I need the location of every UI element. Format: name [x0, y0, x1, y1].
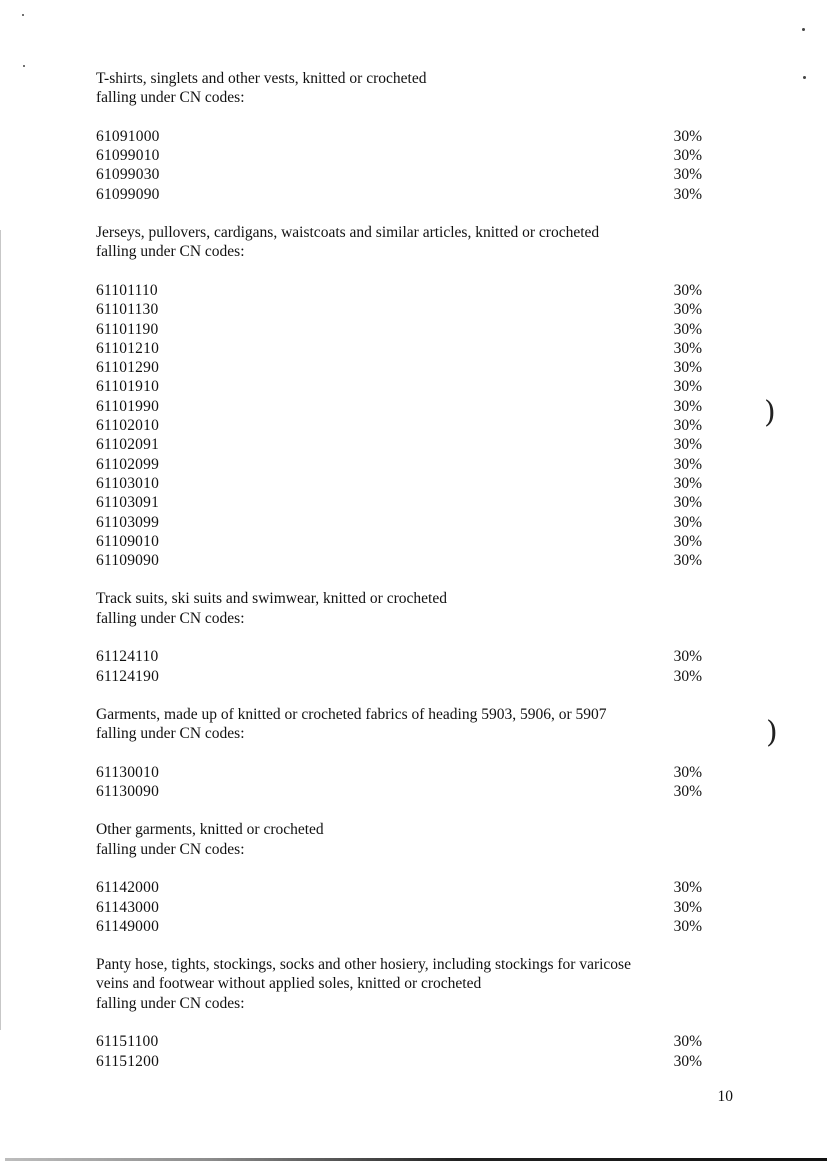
document-body	[96, 69, 702, 1071]
cn-code: 61149000	[96, 917, 160, 935]
rate-value: 30%	[673, 417, 702, 435]
cn-code-row	[96, 878, 702, 897]
cn-code: 61101990	[96, 397, 160, 415]
cn-code-list	[96, 281, 702, 570]
cn-code: 61130090	[96, 783, 160, 801]
cn-code-row	[96, 185, 702, 204]
rate-value: 30%	[673, 436, 702, 454]
rate-value: 30%	[673, 166, 702, 184]
rate-value: 30%	[673, 147, 702, 165]
rate-value: 30%	[673, 455, 702, 473]
cn-code: 61101290	[96, 359, 160, 377]
cn-code: 61101910	[96, 378, 160, 396]
cn-code-row	[96, 377, 702, 396]
cn-code-row	[96, 474, 702, 493]
section-heading-line: falling under CN codes:	[96, 609, 245, 627]
cn-code-row	[96, 1052, 702, 1071]
cn-code-row	[96, 898, 702, 917]
cn-code-row	[96, 416, 702, 435]
cn-code-row	[96, 320, 702, 339]
cn-code-list	[96, 647, 702, 686]
scan-left-edge	[0, 230, 1, 1030]
cn-code-row	[96, 397, 702, 416]
section-heading-line: falling under CN codes:	[96, 725, 245, 743]
section-heading	[96, 223, 702, 262]
page-number: 10	[717, 1088, 733, 1105]
cn-code-row	[96, 532, 702, 551]
rate-value: 30%	[673, 359, 702, 377]
cn-code: 61101190	[96, 320, 159, 338]
cn-code-row	[96, 435, 702, 454]
rate-value: 30%	[673, 474, 702, 492]
rate-value: 30%	[673, 339, 702, 357]
tariff-section	[96, 955, 702, 1071]
section-heading-line: Jerseys, pullovers, cardigans, waistcoats and similar articles, knitted or crocheted	[96, 224, 600, 242]
tariff-section	[96, 589, 702, 685]
cn-code: 61101130	[96, 301, 159, 319]
cn-code: 61103010	[96, 474, 160, 492]
section-heading-line: Track suits, ski suits and swimwear, knitted or crocheted	[96, 590, 447, 608]
cn-code: 61101110	[96, 281, 158, 299]
rate-value: 30%	[673, 879, 702, 897]
rate-value: 30%	[673, 281, 702, 299]
scan-speck	[803, 76, 806, 79]
cn-code-row	[96, 647, 702, 666]
rate-value: 30%	[673, 1033, 702, 1051]
cn-code: 61091000	[96, 127, 160, 145]
rate-value: 30%	[673, 378, 702, 396]
rate-value: 30%	[673, 648, 702, 666]
cn-code-row	[96, 513, 702, 532]
rate-value: 30%	[673, 127, 702, 145]
rate-value: 30%	[673, 763, 702, 781]
scan-speck	[802, 28, 805, 31]
rate-value: 30%	[673, 1052, 702, 1070]
rate-value: 30%	[673, 185, 702, 203]
rate-value: 30%	[673, 532, 702, 550]
footer-rule	[5, 1158, 827, 1161]
cn-code: 61130010	[96, 763, 160, 781]
rate-value: 30%	[673, 494, 702, 512]
section-heading	[96, 589, 702, 628]
scan-speck	[23, 65, 25, 67]
rate-value: 30%	[673, 320, 702, 338]
cn-code: 61102091	[96, 436, 160, 454]
cn-code-row	[96, 667, 702, 686]
cn-code-list	[96, 1032, 702, 1071]
section-heading-line: T-shirts, singlets and other vests, knitted or crocheted	[96, 70, 427, 87]
cn-code-row	[96, 493, 702, 512]
section-heading	[96, 955, 702, 1013]
cn-code: 61151100	[96, 1033, 159, 1051]
section-heading-line: veins and footwear without applied soles, knitted or crocheted	[96, 975, 482, 993]
cn-code: 61103099	[96, 513, 160, 531]
cn-code-row	[96, 165, 702, 184]
cn-code-row	[96, 1032, 702, 1051]
cn-code-row	[96, 281, 702, 300]
cn-code-row	[96, 763, 702, 782]
section-heading-line: falling under CN codes:	[96, 994, 245, 1012]
cn-code-row	[96, 146, 702, 165]
cn-code: 61124110	[96, 648, 159, 666]
binding-hole-mark: )	[764, 395, 776, 430]
cn-code: 61143000	[96, 898, 160, 916]
tariff-section	[96, 820, 702, 936]
section-heading-line: Other garments, knitted or crocheted	[96, 821, 324, 839]
section-heading-line: Panty hose, tights, stockings, socks and other hosiery, including stockings for varicose	[96, 956, 631, 974]
cn-code: 61102010	[96, 417, 160, 435]
rate-value: 30%	[673, 513, 702, 531]
section-heading	[96, 705, 702, 744]
section-heading	[96, 69, 702, 108]
cn-code-row	[96, 917, 702, 936]
cn-code: 61142000	[96, 879, 160, 897]
cn-code-row	[96, 339, 702, 358]
rate-value: 30%	[673, 397, 702, 415]
cn-code-list	[96, 878, 702, 936]
rate-value: 30%	[673, 667, 702, 685]
cn-code: 61124190	[96, 667, 160, 685]
rate-value: 30%	[673, 783, 702, 801]
cn-code: 61103091	[96, 494, 160, 512]
tariff-section	[96, 223, 702, 570]
cn-code-row	[96, 551, 702, 570]
cn-code: 61099090	[96, 185, 160, 203]
rate-value: 30%	[673, 301, 702, 319]
cn-code-row	[96, 782, 702, 801]
cn-code: 61151200	[96, 1052, 160, 1070]
cn-code: 61109090	[96, 552, 160, 570]
tariff-section	[96, 705, 702, 801]
cn-code: 61099010	[96, 147, 160, 165]
rate-value: 30%	[673, 898, 702, 916]
cn-code-row	[96, 358, 702, 377]
cn-code: 61102099	[96, 455, 160, 473]
binding-hole-mark: )	[766, 715, 778, 750]
section-heading-line: falling under CN codes:	[96, 840, 245, 858]
section-heading-line: falling under CN codes:	[96, 243, 245, 261]
scan-speck	[22, 14, 24, 16]
cn-code-list	[96, 127, 702, 204]
tariff-section	[96, 69, 702, 204]
cn-code: 61101210	[96, 339, 160, 357]
rate-value: 30%	[673, 917, 702, 935]
rate-value: 30%	[673, 552, 702, 570]
section-heading-line: Garments, made up of knitted or crocheted fabrics of heading 5903, 5906, or 5907	[96, 705, 607, 723]
cn-code-row	[96, 455, 702, 474]
cn-code-row	[96, 127, 702, 146]
section-heading-line: falling under CN codes:	[96, 89, 245, 107]
cn-code-row	[96, 300, 702, 319]
cn-code: 61109010	[96, 532, 160, 550]
cn-code-list	[96, 763, 702, 802]
section-heading	[96, 820, 702, 859]
cn-code: 61099030	[96, 166, 160, 184]
